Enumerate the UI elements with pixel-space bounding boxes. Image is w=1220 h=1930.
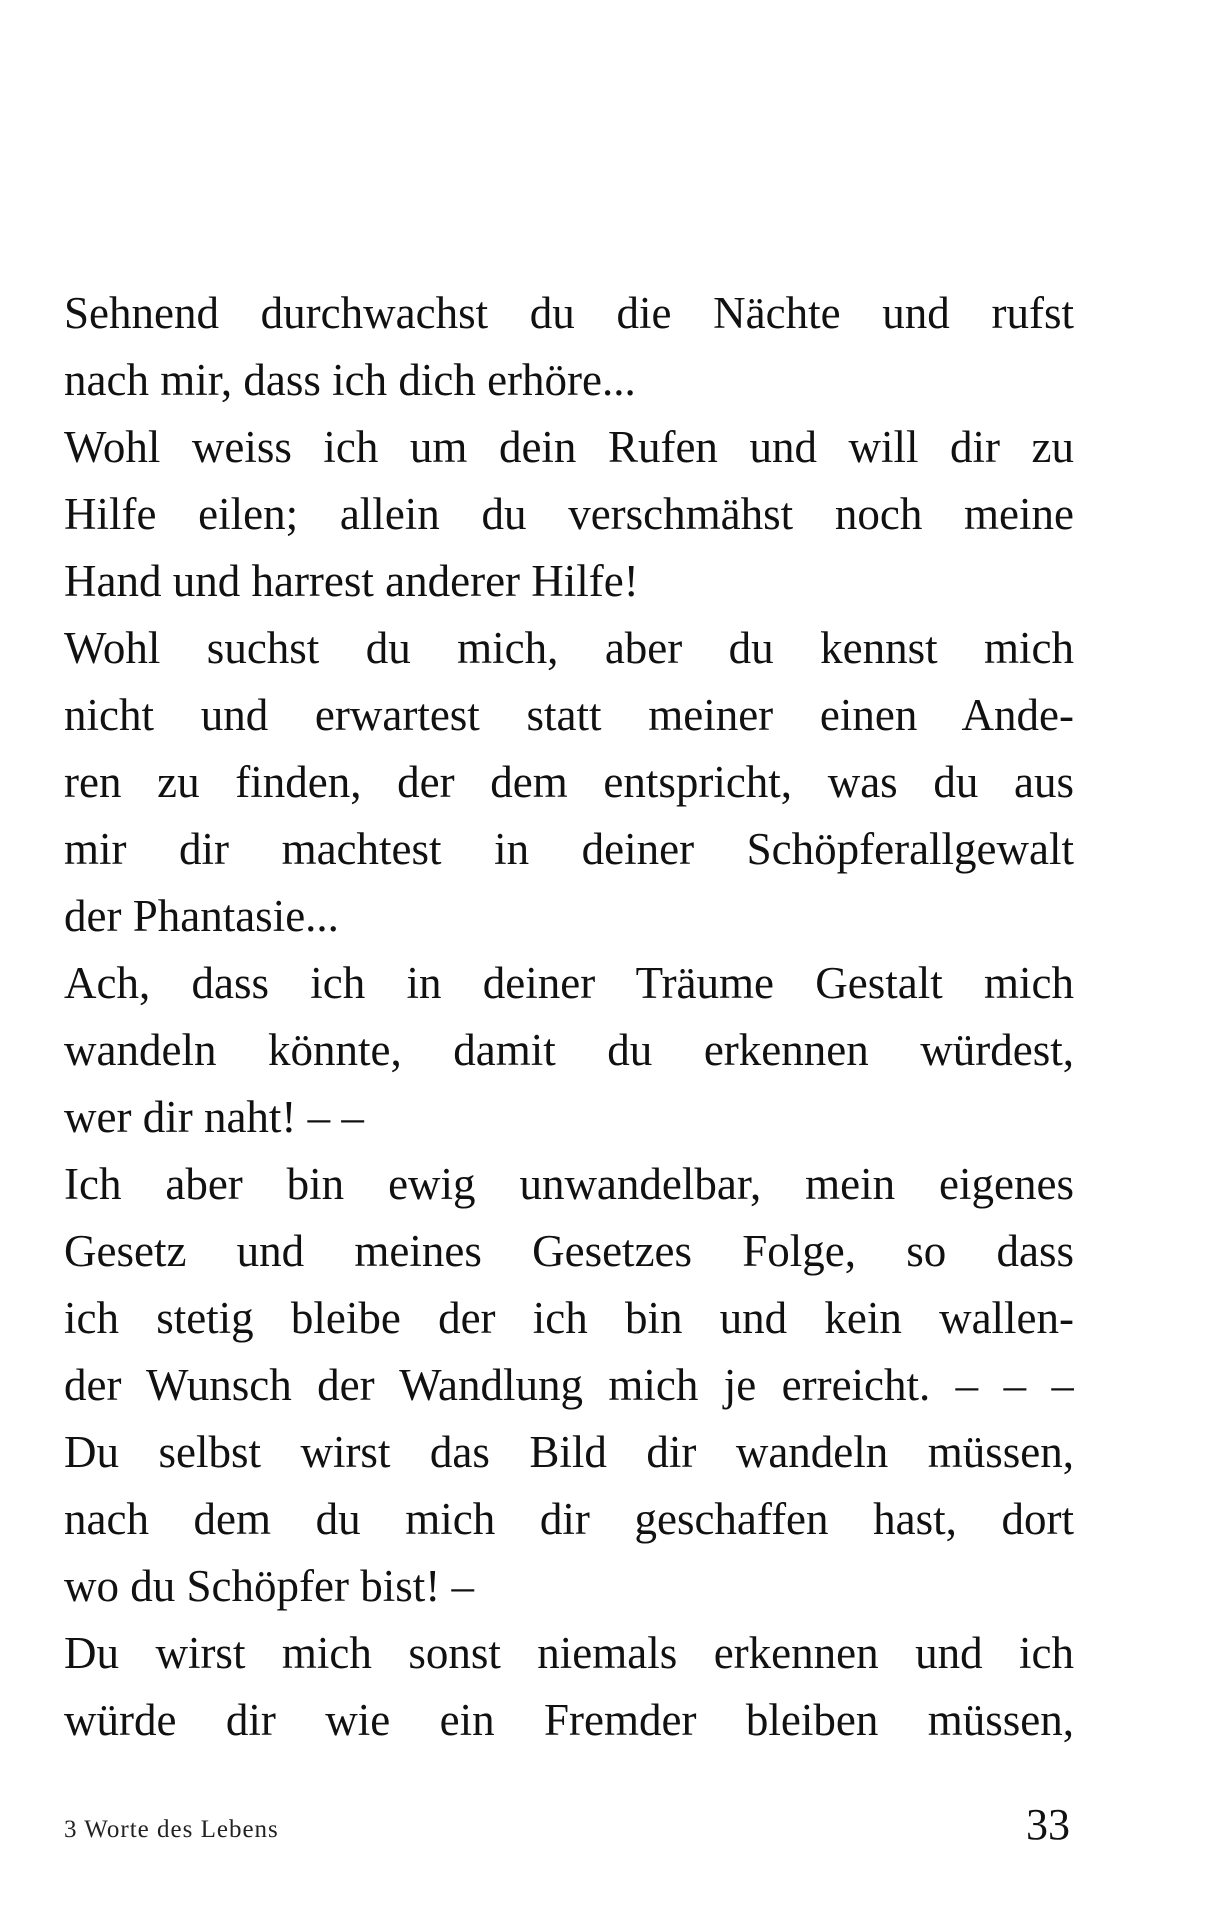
signature-mark: 3 Worte des Lebens xyxy=(64,1816,279,1843)
page-body-text xyxy=(64,280,1074,1754)
text-line: der Phantasie... xyxy=(64,891,339,941)
text-line: nach dem du mich dir geschaffen hast, dort xyxy=(64,1494,1074,1544)
text-line: Wohl weiss ich um dein Rufen und will dir zu xyxy=(64,422,1074,472)
text-line: Hand und harrest anderer Hilfe! xyxy=(64,556,639,606)
page-number: 33 xyxy=(1026,1800,1070,1849)
text-line: wo du Schöpfer bist! – xyxy=(64,1561,474,1611)
text-line: ich stetig bleibe der ich bin und kein wallen- xyxy=(64,1293,1074,1343)
text-line: der Wunsch der Wandlung mich je erreicht. – – – xyxy=(64,1360,1074,1410)
text-line: Gesetz und meines Gesetzes Folge, so dass xyxy=(64,1226,1074,1276)
text-line: nach mir, dass ich dich erhöre... xyxy=(64,355,636,405)
text-line: Ach, dass ich in deiner Träume Gestalt mich xyxy=(64,958,1074,1008)
text-line: Sehnend durchwachst du die Nächte und rufst xyxy=(64,288,1074,338)
text-line: wer dir naht! – – xyxy=(64,1092,364,1142)
text-line: Ich aber bin ewig unwandelbar, mein eigenes xyxy=(64,1159,1074,1209)
text-line: Du selbst wirst das Bild dir wandeln müssen, xyxy=(64,1427,1074,1477)
text-line: nicht und erwartest statt meiner einen Ande- xyxy=(64,690,1074,740)
text-line: Wohl suchst du mich, aber du kennst mich xyxy=(64,623,1074,673)
text-line: mir dir machtest in deiner Schöpferallgewalt xyxy=(64,824,1074,874)
text-line: Du wirst mich sonst niemals erkennen und ich xyxy=(64,1628,1074,1678)
text-line: wandeln könnte, damit du erkennen würdest, xyxy=(64,1025,1074,1075)
page-footer xyxy=(64,1798,1070,1850)
text-line: ren zu finden, der dem entspricht, was du aus xyxy=(64,757,1074,807)
text-line: würde dir wie ein Fremder bleiben müssen, xyxy=(64,1695,1074,1745)
text-line: Hilfe eilen; allein du verschmähst noch meine xyxy=(64,489,1074,539)
